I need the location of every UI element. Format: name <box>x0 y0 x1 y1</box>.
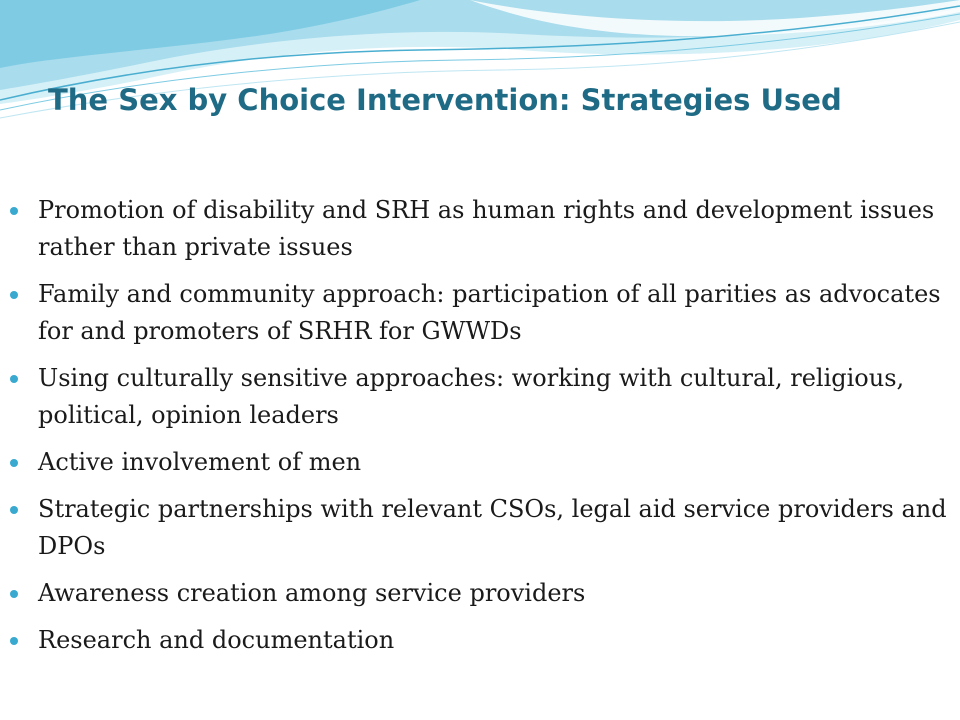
bullet-item <box>38 192 950 266</box>
bullet-dot-icon <box>10 207 18 215</box>
bullet-item <box>38 360 950 434</box>
bullet-item <box>38 491 950 565</box>
bullet-text: Using culturally sensitive approaches: working with cultural, religious, political, opinion leaders <box>38 364 905 429</box>
bullet-text: Strategic partnerships with relevant CSOs, legal aid service providers and DPOs <box>38 495 947 560</box>
bullet-dot-icon <box>10 375 18 383</box>
bullet-text: Promotion of disability and SRH as human rights and development issues rather than private issues <box>38 196 935 261</box>
bullet-text: Awareness creation among service providers <box>38 579 586 607</box>
bullet-item <box>38 575 950 612</box>
bullet-list <box>38 192 950 669</box>
bullet-item <box>38 622 950 659</box>
bullet-text: Family and community approach: participation of all parities as advocates for and promoters of SRHR for GWWDs <box>38 280 941 345</box>
bullet-dot-icon <box>10 291 18 299</box>
bullet-text: Active involvement of men <box>38 448 362 476</box>
bullet-dot-icon <box>10 637 18 645</box>
slide-title: The Sex by Choice Intervention: Strategies Used <box>48 83 842 117</box>
bullet-item <box>38 444 950 481</box>
bullet-dot-icon <box>10 590 18 598</box>
bullet-dot-icon <box>10 459 18 467</box>
bullet-dot-icon <box>10 506 18 514</box>
bullet-item <box>38 276 950 350</box>
bullet-text: Research and documentation <box>38 626 395 654</box>
